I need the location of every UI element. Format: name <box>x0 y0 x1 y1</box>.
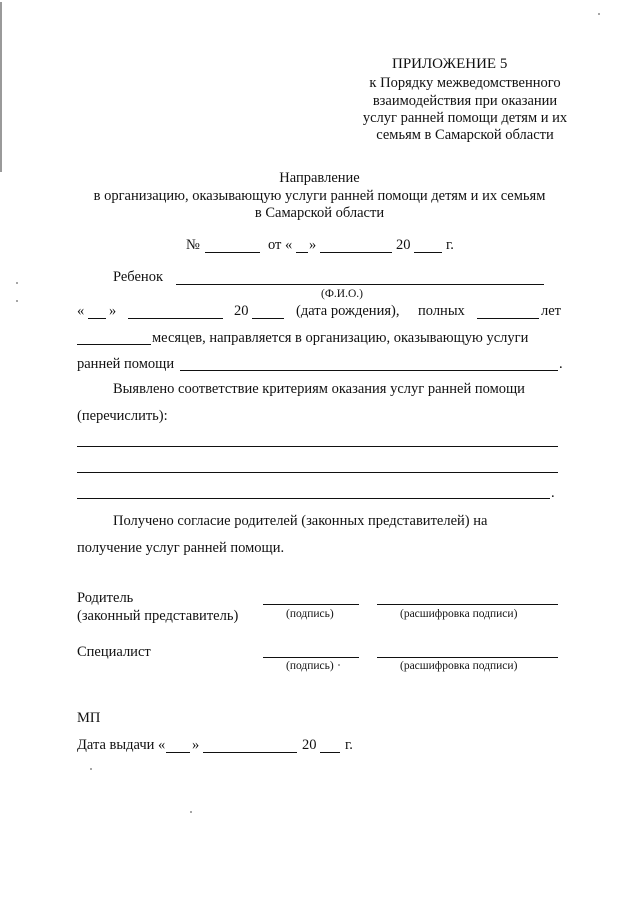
dob-month-field[interactable] <box>128 318 223 319</box>
parent-role-label: (законный представитель) <box>77 608 239 624</box>
months-text: месяцев, направляется в организацию, оказывающую услуги <box>152 330 529 346</box>
specialist-signature-caption: (подпись) <box>286 660 334 672</box>
dob-day-field[interactable] <box>88 318 106 319</box>
heading-line-3: в Самарской области <box>254 205 385 221</box>
age-years-field[interactable] <box>477 318 539 319</box>
scan-speck <box>16 282 18 284</box>
stamp-label: МП <box>77 710 101 726</box>
day-field[interactable] <box>296 252 308 253</box>
parent-decode-caption: (расшифровка подписи) <box>400 608 518 620</box>
scan-speck <box>338 664 340 666</box>
appendix-line-4: семьям в Самарской области <box>376 127 554 143</box>
years-label: лет <box>541 303 562 319</box>
appendix-line-3: услуг ранней помощи детям и их <box>362 110 568 126</box>
year-suffix: г. <box>446 237 454 253</box>
issue-year-field[interactable] <box>320 752 340 753</box>
heading-title: Направление <box>279 170 360 186</box>
fio-caption: (Ф.И.О.) <box>321 288 363 300</box>
dob-caption: (дата рождения), <box>296 303 400 319</box>
appendix-line-1: к Порядку межведомственного <box>369 75 561 91</box>
organization-field[interactable] <box>180 370 558 371</box>
month-field[interactable] <box>320 252 392 253</box>
child-name-field[interactable] <box>176 284 544 285</box>
heading-line-2: в организацию, оказывающую услуги ранней помощи детям и их семьям <box>93 188 546 204</box>
early-help-label: ранней помощи <box>77 356 175 372</box>
number-sign: № <box>186 237 200 253</box>
specialist-decode-field[interactable] <box>377 657 558 658</box>
parent-signature-caption: (подпись) <box>286 608 334 620</box>
specialist-signature-field[interactable] <box>263 657 359 658</box>
dob-open-quote: « <box>77 303 85 319</box>
year-prefix: 20 <box>396 237 411 253</box>
consent-line-2: получение услуг ранней помощи. <box>77 540 285 556</box>
appendix-line-2: взаимодействия при оказании <box>372 93 558 109</box>
age-months-field[interactable] <box>77 344 151 345</box>
scan-speck <box>598 13 600 15</box>
year-field[interactable] <box>414 252 442 253</box>
issue-year-suffix: г. <box>345 737 353 753</box>
scan-speck <box>90 768 92 770</box>
issue-close-quote: » <box>192 737 200 753</box>
issue-year-prefix: 20 <box>302 737 317 753</box>
criteria-line-2: (перечислить): <box>77 408 168 424</box>
specialist-decode-caption: (расшифровка подписи) <box>400 660 518 672</box>
parent-decode-field[interactable] <box>377 604 558 605</box>
issue-date-label: Дата выдачи « <box>77 737 166 753</box>
dob-year-field[interactable] <box>252 318 284 319</box>
criteria-field-2[interactable] <box>77 472 558 473</box>
scan-speck <box>190 811 192 813</box>
number-field[interactable] <box>205 252 260 253</box>
organization-period: . <box>559 356 563 372</box>
from-label: от « <box>268 237 293 253</box>
specialist-label: Специалист <box>77 644 151 660</box>
criteria-field-1[interactable] <box>77 446 558 447</box>
parent-signature-field[interactable] <box>263 604 359 605</box>
dob-close-quote: » <box>109 303 117 319</box>
parent-label: Родитель <box>77 590 134 606</box>
scan-speck <box>16 300 18 302</box>
issue-month-field[interactable] <box>203 752 297 753</box>
dob-year-prefix: 20 <box>234 303 249 319</box>
full-label: полных <box>418 303 465 319</box>
consent-line-1: Получено согласие родителей (законных представителей) на <box>113 513 488 529</box>
criteria-period: . <box>551 485 555 501</box>
scan-edge <box>0 2 2 172</box>
criteria-line-1: Выявлено соответствие критериям оказания услуг ранней помощи <box>113 381 525 397</box>
appendix-title: ПРИЛОЖЕНИЕ 5 <box>392 56 508 72</box>
criteria-field-3[interactable] <box>77 498 550 499</box>
close-quote: » <box>309 237 317 253</box>
issue-day-field[interactable] <box>166 752 190 753</box>
child-label: Ребенок <box>113 269 163 285</box>
